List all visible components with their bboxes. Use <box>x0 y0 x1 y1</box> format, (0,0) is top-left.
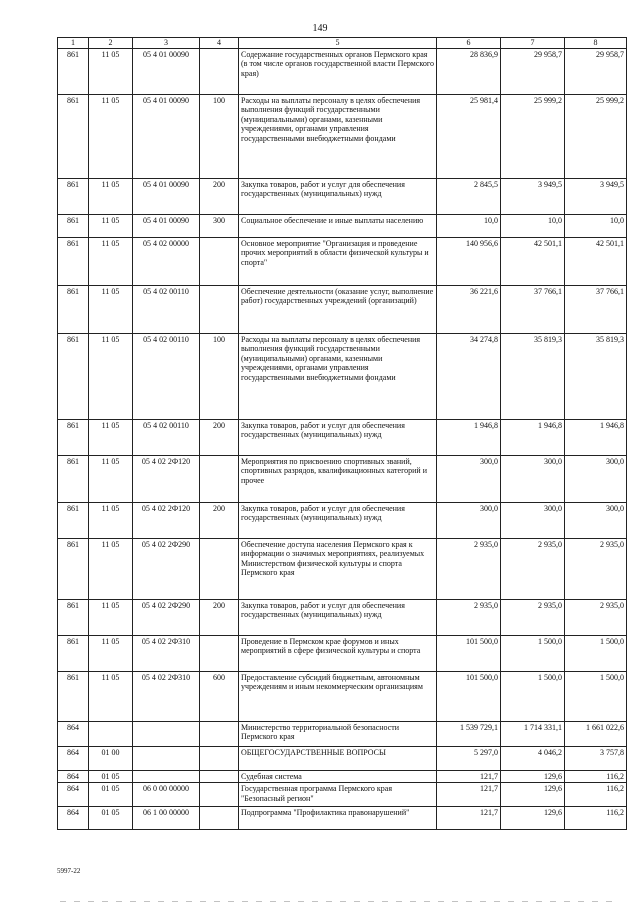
table-row <box>58 237 627 285</box>
cell-description: ОБЩЕГОСУДАРСТВЕННЫЕ ВОПРОСЫ <box>239 746 437 770</box>
cell-target-article: 05 4 02 2Ф310 <box>133 635 200 671</box>
cell-amount-2: 3 949,5 <box>501 178 565 214</box>
cell-amount-1: 10,0 <box>437 214 501 237</box>
cell-admin-code: 861 <box>58 538 89 599</box>
cell-amount-3: 29 958,7 <box>565 48 627 94</box>
cell-section: 11 05 <box>89 538 133 599</box>
cell-section: 11 05 <box>89 599 133 635</box>
cell-amount-3: 116,2 <box>565 807 627 830</box>
cell-amount-1: 25 981,4 <box>437 94 501 178</box>
cell-amount-1: 140 956,6 <box>437 237 501 285</box>
table-row <box>58 671 627 721</box>
cell-description: Закупка товаров, работ и услуг для обеспечения государственных (муниципальных) нужд <box>239 178 437 214</box>
cell-target-article: 05 4 02 00000 <box>133 237 200 285</box>
cell-amount-3: 3 757,8 <box>565 746 627 770</box>
cell-admin-code: 861 <box>58 48 89 94</box>
cell-admin-code: 861 <box>58 502 89 538</box>
cell-target-article: 06 1 00 00000 <box>133 807 200 830</box>
cell-expense-type: 100 <box>200 94 239 178</box>
cell-amount-2: 25 999,2 <box>501 94 565 178</box>
cell-admin-code: 861 <box>58 671 89 721</box>
table-row <box>58 94 627 178</box>
cell-amount-2: 129,6 <box>501 783 565 807</box>
table-row <box>58 214 627 237</box>
header-col-3: 3 <box>133 38 200 49</box>
cell-section: 11 05 <box>89 502 133 538</box>
cell-amount-2: 300,0 <box>501 455 565 502</box>
cell-admin-code: 861 <box>58 237 89 285</box>
table-row <box>58 502 627 538</box>
header-col-1: 1 <box>58 38 89 49</box>
cell-amount-3: 10,0 <box>565 214 627 237</box>
cell-target-article: 06 0 00 00000 <box>133 783 200 807</box>
budget-table <box>57 37 627 830</box>
cell-target-article: 05 4 01 00090 <box>133 214 200 237</box>
cell-amount-3: 1 500,0 <box>565 635 627 671</box>
scan-artifact-line <box>60 901 620 902</box>
cell-description: Министерство территориальной безопасности Пермского края <box>239 721 437 746</box>
cell-target-article: 05 4 02 00110 <box>133 419 200 455</box>
cell-description: Подпрограмма "Профилактика правонарушений" <box>239 807 437 830</box>
table-row <box>58 721 627 746</box>
cell-section: 11 05 <box>89 419 133 455</box>
cell-amount-1: 2 935,0 <box>437 599 501 635</box>
cell-amount-3: 42 501,1 <box>565 237 627 285</box>
table-row <box>58 455 627 502</box>
cell-expense-type <box>200 237 239 285</box>
cell-amount-1: 121,7 <box>437 770 501 783</box>
cell-admin-code: 864 <box>58 807 89 830</box>
cell-admin-code: 861 <box>58 419 89 455</box>
cell-expense-type: 300 <box>200 214 239 237</box>
cell-amount-1: 1 539 729,1 <box>437 721 501 746</box>
cell-target-article: 05 4 01 00090 <box>133 178 200 214</box>
cell-section: 11 05 <box>89 237 133 285</box>
cell-target-article <box>133 721 200 746</box>
page-number: 149 <box>312 23 328 34</box>
cell-expense-type <box>200 807 239 830</box>
cell-amount-2: 1 500,0 <box>501 671 565 721</box>
cell-amount-3: 1 661 022,6 <box>565 721 627 746</box>
cell-section: 11 05 <box>89 94 133 178</box>
cell-section: 01 05 <box>89 807 133 830</box>
document-code: 5997-22 <box>57 867 81 875</box>
cell-amount-2: 42 501,1 <box>501 237 565 285</box>
table-row <box>58 419 627 455</box>
cell-description: Закупка товаров, работ и услуг для обеспечения государственных (муниципальных) нужд <box>239 502 437 538</box>
header-col-8: 8 <box>565 38 627 49</box>
cell-amount-2: 129,6 <box>501 770 565 783</box>
cell-amount-3: 300,0 <box>565 455 627 502</box>
cell-expense-type <box>200 721 239 746</box>
cell-amount-3: 37 766,1 <box>565 285 627 333</box>
cell-amount-1: 34 274,8 <box>437 333 501 419</box>
cell-amount-2: 37 766,1 <box>501 285 565 333</box>
cell-amount-3: 1 500,0 <box>565 671 627 721</box>
cell-amount-1: 2 845,5 <box>437 178 501 214</box>
cell-admin-code: 861 <box>58 178 89 214</box>
cell-target-article: 05 4 02 00110 <box>133 333 200 419</box>
cell-description: Государственная программа Пермского края "Безопасный регион" <box>239 783 437 807</box>
cell-description: Проведение в Пермском крае форумов и иных мероприятий в сфере физической культуры и спорта <box>239 635 437 671</box>
cell-amount-2: 2 935,0 <box>501 599 565 635</box>
cell-description: Содержание государственных органов Пермского края (в том числе органов государственной власти Пермского края) <box>239 48 437 94</box>
table-row <box>58 599 627 635</box>
table-body <box>58 48 627 830</box>
cell-expense-type <box>200 285 239 333</box>
table-row <box>58 178 627 214</box>
cell-admin-code: 861 <box>58 214 89 237</box>
cell-description: Расходы на выплаты персоналу в целях обеспечения выполнения функций государственными (муниципальными) органами, казенными учреждениями, органами управления государственными внебюджетными фондами <box>239 94 437 178</box>
cell-expense-type: 200 <box>200 178 239 214</box>
cell-amount-1: 101 500,0 <box>437 635 501 671</box>
cell-expense-type <box>200 770 239 783</box>
cell-expense-type <box>200 455 239 502</box>
table-row <box>58 48 627 94</box>
cell-section: 11 05 <box>89 214 133 237</box>
cell-description: Закупка товаров, работ и услуг для обеспечения государственных (муниципальных) нужд <box>239 599 437 635</box>
cell-amount-1: 300,0 <box>437 455 501 502</box>
cell-amount-1: 28 836,9 <box>437 48 501 94</box>
cell-amount-3: 1 946,8 <box>565 419 627 455</box>
cell-expense-type <box>200 538 239 599</box>
cell-target-article: 05 4 02 2Ф290 <box>133 599 200 635</box>
cell-expense-type <box>200 783 239 807</box>
cell-amount-2: 300,0 <box>501 502 565 538</box>
cell-admin-code: 861 <box>58 285 89 333</box>
cell-amount-1: 121,7 <box>437 783 501 807</box>
cell-target-article: 05 4 02 2Ф120 <box>133 455 200 502</box>
cell-description: Расходы на выплаты персоналу в целях обеспечения выполнения функций государственными (муниципальными) органами, казенными учреждениями, органами управления государственными внебюджетными фондами <box>239 333 437 419</box>
cell-amount-1: 101 500,0 <box>437 671 501 721</box>
table-row <box>58 635 627 671</box>
table-row <box>58 807 627 830</box>
cell-expense-type: 600 <box>200 671 239 721</box>
cell-admin-code: 864 <box>58 770 89 783</box>
cell-description: Мероприятия по присвоению спортивных званий, спортивных разрядов, квалификационных категорий и прочее <box>239 455 437 502</box>
cell-section: 11 05 <box>89 333 133 419</box>
cell-amount-2: 1 500,0 <box>501 635 565 671</box>
cell-admin-code: 861 <box>58 455 89 502</box>
cell-amount-3: 116,2 <box>565 770 627 783</box>
cell-description: Основное мероприятие "Организация и проведение прочих мероприятий в области физической культуры и спорта" <box>239 237 437 285</box>
cell-amount-1: 1 946,8 <box>437 419 501 455</box>
cell-expense-type: 200 <box>200 502 239 538</box>
cell-amount-1: 5 297,0 <box>437 746 501 770</box>
cell-target-article: 05 4 02 2Ф310 <box>133 671 200 721</box>
cell-section: 11 05 <box>89 178 133 214</box>
table-row <box>58 333 627 419</box>
cell-expense-type: 200 <box>200 419 239 455</box>
cell-amount-2: 29 958,7 <box>501 48 565 94</box>
cell-expense-type <box>200 746 239 770</box>
cell-target-article: 05 4 01 00090 <box>133 94 200 178</box>
cell-amount-3: 3 949,5 <box>565 178 627 214</box>
cell-target-article: 05 4 02 00110 <box>133 285 200 333</box>
table-row <box>58 783 627 807</box>
cell-section: 11 05 <box>89 455 133 502</box>
cell-amount-1: 36 221,6 <box>437 285 501 333</box>
cell-section: 01 05 <box>89 770 133 783</box>
cell-section: 11 05 <box>89 671 133 721</box>
cell-section: 11 05 <box>89 48 133 94</box>
cell-amount-2: 10,0 <box>501 214 565 237</box>
cell-amount-1: 121,7 <box>437 807 501 830</box>
cell-amount-3: 2 935,0 <box>565 599 627 635</box>
cell-amount-1: 300,0 <box>437 502 501 538</box>
cell-description: Судебная система <box>239 770 437 783</box>
header-col-4: 4 <box>200 38 239 49</box>
cell-admin-code: 861 <box>58 635 89 671</box>
cell-target-article: 05 4 02 2Ф290 <box>133 538 200 599</box>
cell-amount-2: 4 046,2 <box>501 746 565 770</box>
cell-target-article: 05 4 02 2Ф120 <box>133 502 200 538</box>
cell-admin-code: 864 <box>58 721 89 746</box>
cell-target-article <box>133 746 200 770</box>
cell-amount-3: 25 999,2 <box>565 94 627 178</box>
cell-amount-3: 300,0 <box>565 502 627 538</box>
cell-amount-2: 129,6 <box>501 807 565 830</box>
cell-description: Социальное обеспечение и иные выплаты населению <box>239 214 437 237</box>
cell-section: 11 05 <box>89 635 133 671</box>
cell-section: 01 00 <box>89 746 133 770</box>
cell-section: 01 05 <box>89 783 133 807</box>
table-row <box>58 538 627 599</box>
cell-expense-type: 200 <box>200 599 239 635</box>
cell-amount-2: 35 819,3 <box>501 333 565 419</box>
cell-description: Обеспечение доступа населения Пермского края к информации о значимых мероприятиях, реализуемых Министерством физической культуры и спорта Пермского края <box>239 538 437 599</box>
cell-section: 11 05 <box>89 285 133 333</box>
cell-admin-code: 861 <box>58 333 89 419</box>
cell-admin-code: 861 <box>58 599 89 635</box>
cell-expense-type <box>200 635 239 671</box>
header-col-2: 2 <box>89 38 133 49</box>
cell-target-article: 05 4 01 00090 <box>133 48 200 94</box>
cell-amount-3: 2 935,0 <box>565 538 627 599</box>
table-row <box>58 770 627 783</box>
header-col-6: 6 <box>437 38 501 49</box>
cell-expense-type <box>200 48 239 94</box>
table-header-row <box>58 38 627 49</box>
cell-expense-type: 100 <box>200 333 239 419</box>
table-row <box>58 746 627 770</box>
cell-description: Закупка товаров, работ и услуг для обеспечения государственных (муниципальных) нужд <box>239 419 437 455</box>
header-col-5: 5 <box>239 38 437 49</box>
cell-amount-2: 1 714 331,1 <box>501 721 565 746</box>
cell-amount-1: 2 935,0 <box>437 538 501 599</box>
cell-section <box>89 721 133 746</box>
cell-admin-code: 861 <box>58 94 89 178</box>
cell-target-article <box>133 770 200 783</box>
cell-description: Предоставление субсидий бюджетным, автономным учреждениям и иным некоммерческим организациям <box>239 671 437 721</box>
cell-admin-code: 864 <box>58 746 89 770</box>
cell-amount-2: 1 946,8 <box>501 419 565 455</box>
header-col-7: 7 <box>501 38 565 49</box>
cell-amount-2: 2 935,0 <box>501 538 565 599</box>
table-row <box>58 285 627 333</box>
cell-amount-3: 35 819,3 <box>565 333 627 419</box>
cell-amount-3: 116,2 <box>565 783 627 807</box>
cell-admin-code: 864 <box>58 783 89 807</box>
cell-description: Обеспечение деятельности (оказание услуг, выполнение работ) государственных учреждений (организаций) <box>239 285 437 333</box>
